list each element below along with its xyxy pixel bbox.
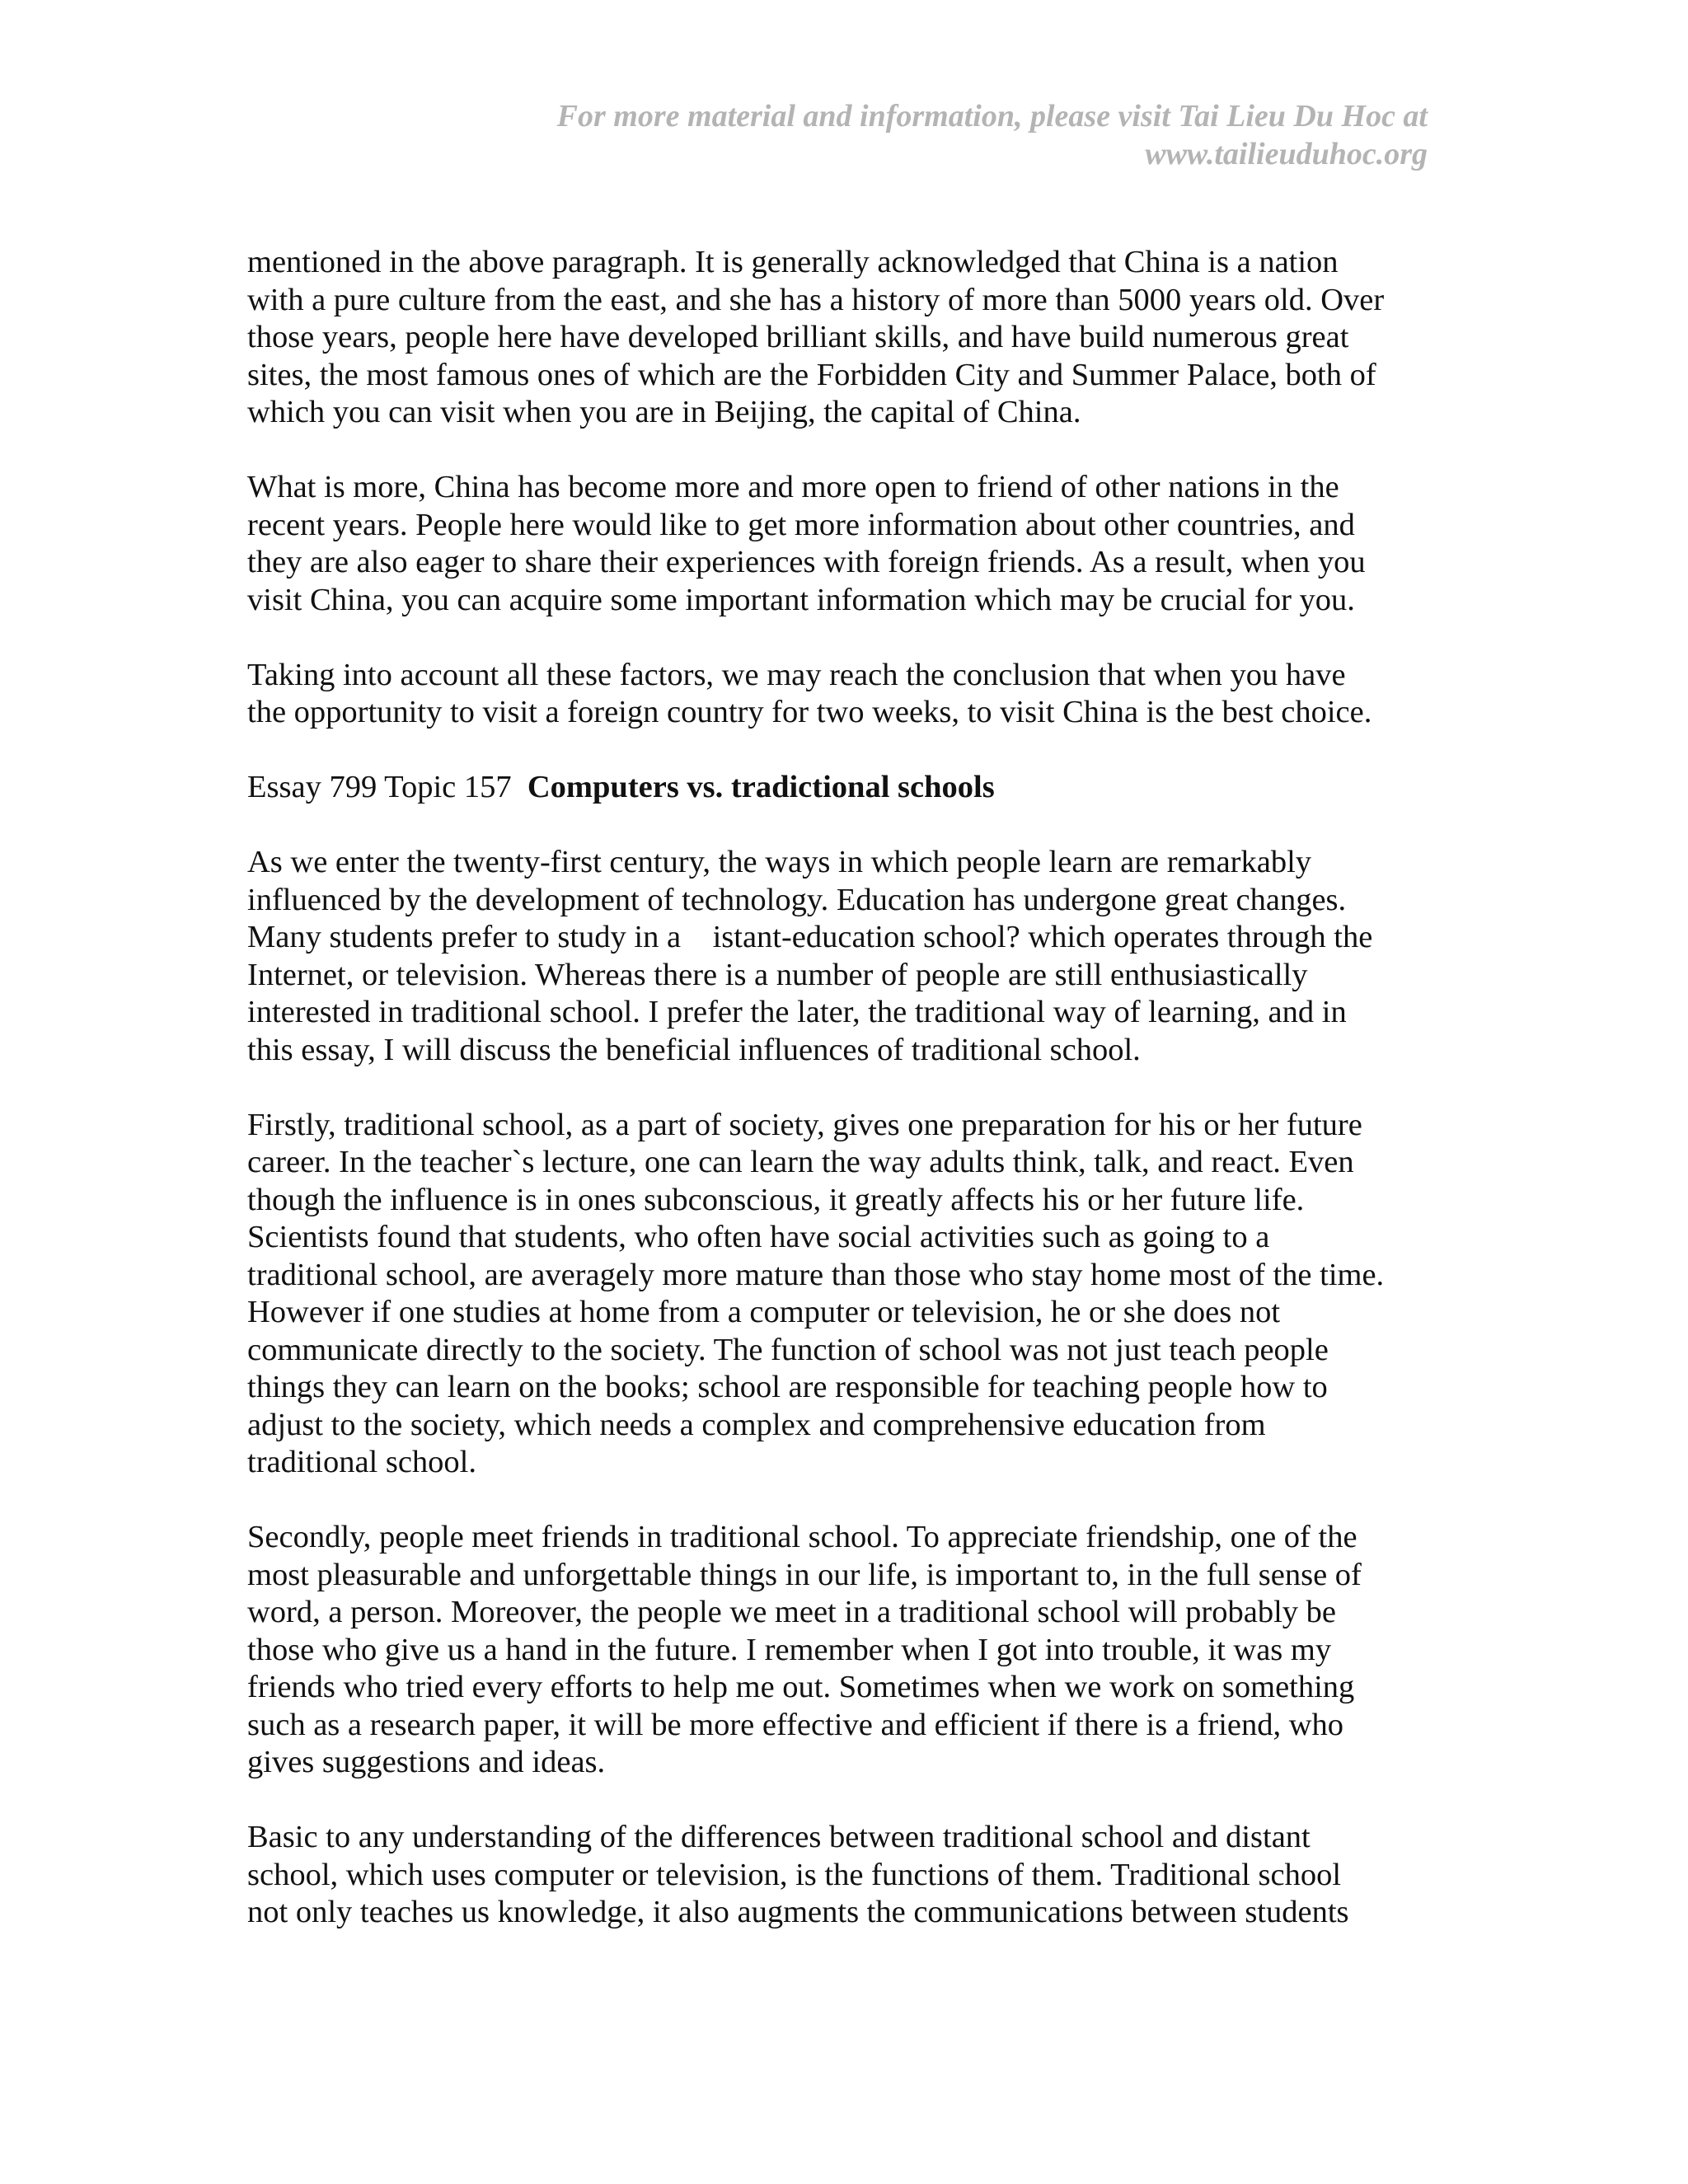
paragraph — [247, 657, 1451, 732]
text-line: Many students prefer to study in a istant-education school? which operates through the — [247, 920, 1373, 954]
watermark-header — [274, 97, 1428, 173]
text-line: sites, the most famous ones of which are the Forbidden City and Summer Palace, both of — [247, 357, 1376, 392]
paragraph — [247, 1107, 1451, 1482]
text-line: traditional school. — [247, 1445, 476, 1479]
paragraph — [247, 844, 1451, 1069]
text-line: they are also eager to share their experiences with foreign friends. As a result, when you — [247, 545, 1366, 579]
text-line: those who give us a hand in the future. I remember when I got into trouble, it was my — [247, 1632, 1332, 1667]
text-line: Firstly, traditional school, as a part of society, gives one preparation for his or her future — [247, 1107, 1362, 1142]
text-line: Internet, or television. Whereas there is a number of people are still enthusiastically — [247, 957, 1308, 992]
text-line: not only teaches us knowledge, it also augments the communications between students — [247, 1895, 1349, 1929]
essay-title: Computers vs. tradictional schools — [527, 770, 995, 804]
text-line: What is more, China has become more and more open to friend of other nations in the — [247, 470, 1339, 504]
text-line: However if one studies at home from a computer or television, he or she does not — [247, 1295, 1281, 1329]
text-line: word, a person. Moreover, the people we meet in a traditional school will probably be — [247, 1595, 1336, 1629]
text-line: visit China, you can acquire some important information which may be crucial for you. — [247, 582, 1355, 617]
essay-heading — [247, 769, 1451, 807]
text-line: the opportunity to visit a foreign country for two weeks, to visit China is the best choice. — [247, 695, 1372, 729]
text-line: gives suggestions and ideas. — [247, 1745, 606, 1779]
text-line: things they can learn on the books; school are responsible for teaching people how to — [247, 1370, 1328, 1404]
text-line: though the influence is in ones subconscious, it greatly affects his or her future life. — [247, 1182, 1305, 1217]
text-line: such as a research paper, it will be more effective and efficient if there is a friend, who — [247, 1707, 1344, 1742]
document-body — [247, 244, 1451, 1969]
text-line: which you can visit when you are in Beijing, the capital of China. — [247, 395, 1081, 429]
paragraph — [247, 244, 1451, 432]
text-line: Secondly, people meet friends in traditional school. To appreciate friendship, one of the — [247, 1520, 1357, 1554]
text-line: Scientists found that students, who often have social activities such as going to a — [247, 1220, 1270, 1254]
text-line: most pleasurable and unforgettable things in our life, is important to, in the full sense of — [247, 1557, 1362, 1592]
text-line: Basic to any understanding of the differences between traditional school and distant — [247, 1820, 1311, 1854]
text-line: with a pure culture from the east, and she has a history of more than 5000 years old. Over — [247, 282, 1385, 317]
essay-number: Essay 799 Topic 157 — [247, 770, 520, 804]
watermark-line: For more material and information, please visit Tai Lieu Du Hoc at — [556, 99, 1428, 134]
paragraph — [247, 469, 1451, 619]
text-line: communicate directly to the society. The function of school was not just teach people — [247, 1332, 1329, 1367]
text-line: those years, people here have developed brilliant skills, and have build numerous great — [247, 320, 1349, 354]
text-line: career. In the teacher`s lecture, one can learn the way adults think, talk, and react. Even — [247, 1145, 1354, 1179]
text-line: this essay, I will discuss the beneficial influences of traditional school. — [247, 1032, 1141, 1067]
text-line: traditional school, are averagely more mature than those who stay home most of the time. — [247, 1257, 1385, 1292]
text-line: recent years. People here would like to get more information about other countries, and — [247, 507, 1355, 542]
text-line: school, which uses computer or television, is the functions of them. Traditional school — [247, 1857, 1342, 1892]
text-line: mentioned in the above paragraph. It is generally acknowledged that China is a nation — [247, 245, 1339, 279]
text-line: friends who tried every efforts to help me out. Sometimes when we work on something — [247, 1670, 1355, 1704]
watermark-url: www.tailieuduhoc.org — [1145, 137, 1428, 171]
paragraph — [247, 1519, 1451, 1782]
text-line: Taking into account all these factors, we may reach the conclusion that when you have — [247, 657, 1346, 692]
paragraph — [247, 1819, 1451, 1932]
text-line: interested in traditional school. I prefer the later, the traditional way of learning, and in — [247, 995, 1347, 1029]
text-line: As we enter the twenty-first century, the ways in which people learn are remarkably — [247, 845, 1312, 879]
text-line: adjust to the society, which needs a complex and comprehensive education from — [247, 1407, 1266, 1442]
text-line: influenced by the development of technology. Education has undergone great changes. — [247, 882, 1347, 917]
